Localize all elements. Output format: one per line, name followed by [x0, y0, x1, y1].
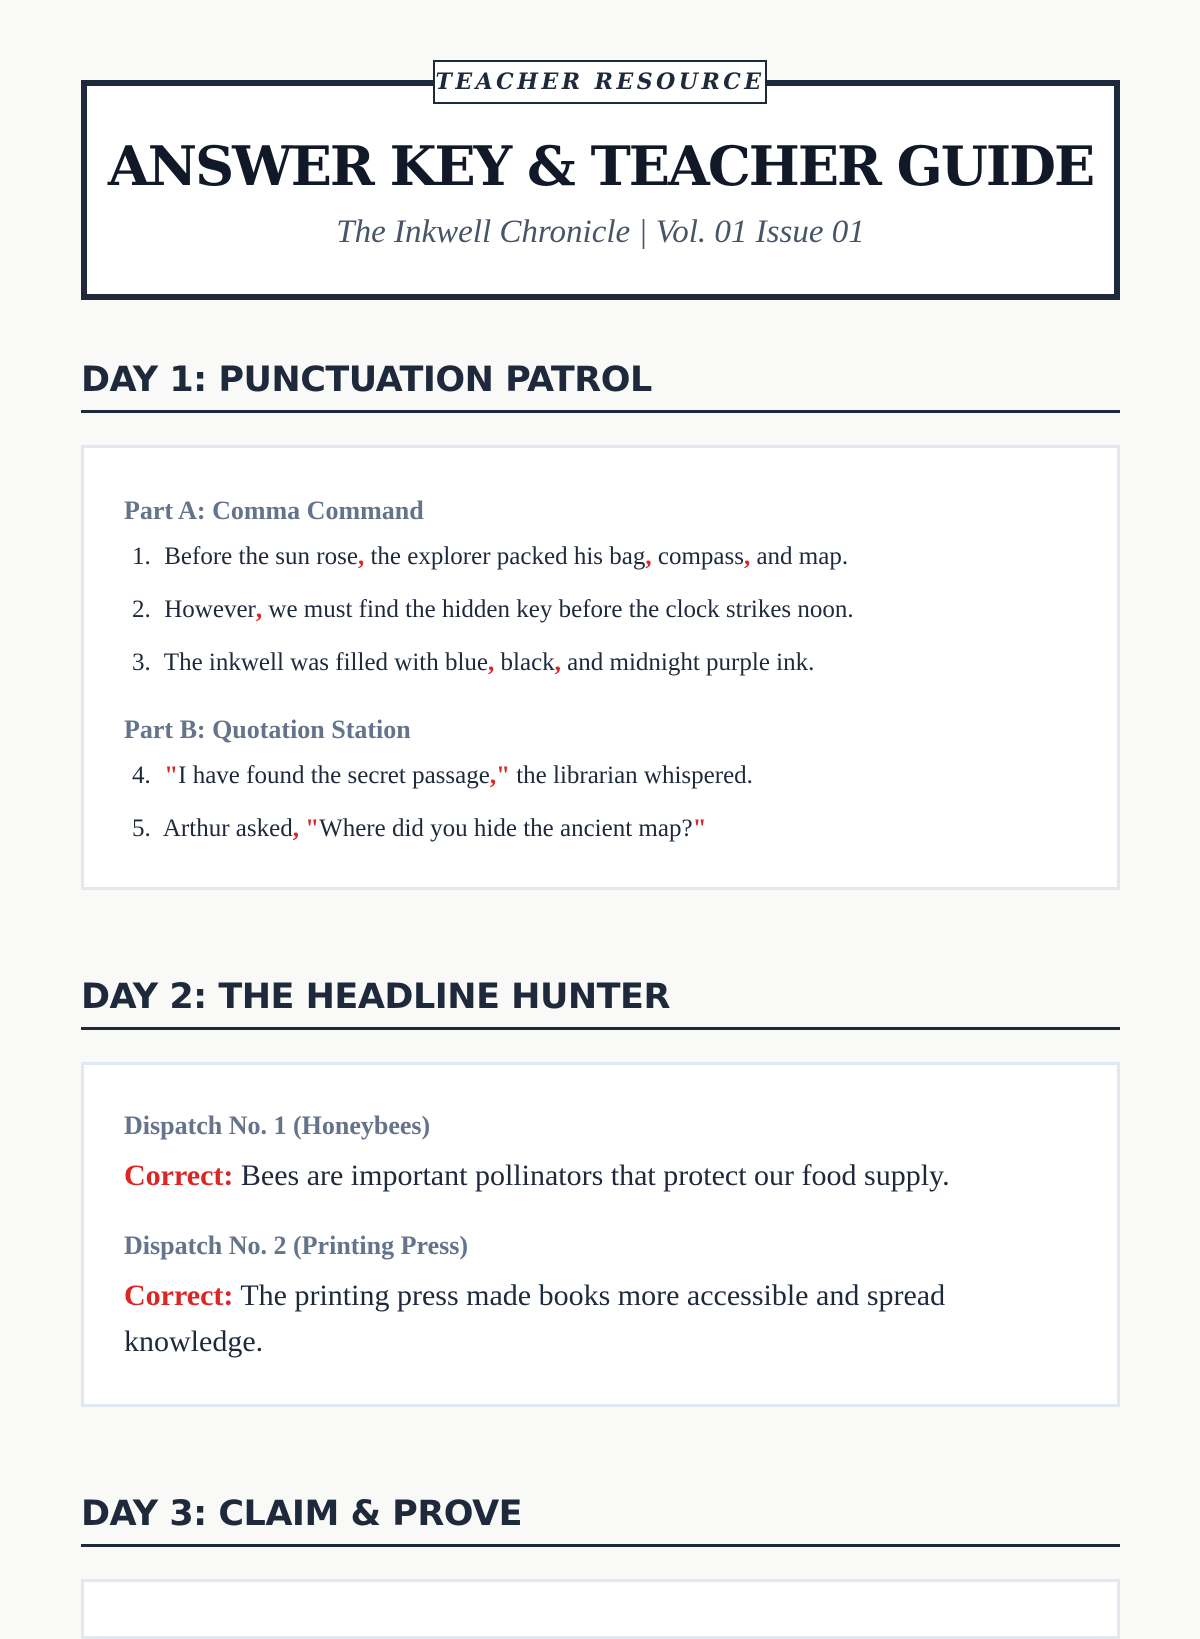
day1-card — [81, 445, 1120, 890]
item-number: 5. — [132, 815, 151, 842]
dispatch-answer-2 — [124, 1273, 1084, 1365]
punctuation-mark: , — [292, 815, 299, 842]
item-text: the explorer packed his bag — [364, 543, 646, 570]
day2-heading: DAY 2: THE HEADLINE HUNTER — [81, 973, 1120, 1030]
page-subtitle: The Inkwell Chronicle | Vol. 01 Issue 01 — [336, 214, 865, 250]
part-b-label: Part B: Quotation Station — [124, 715, 411, 744]
item-text: compass — [651, 543, 744, 570]
answer-item-1 — [132, 540, 848, 574]
dispatch-label-1: Dispatch No. 1 (Honeybees) — [124, 1111, 431, 1140]
item-number: 2. — [132, 596, 151, 623]
page-title: ANSWER KEY & TEACHER GUIDE — [107, 134, 1094, 198]
answer-item-2 — [132, 593, 854, 627]
item-text: Where did you hide the ancient map? — [319, 815, 693, 842]
answer-item-3 — [132, 646, 814, 680]
punctuation-mark: , — [488, 649, 495, 676]
dispatch-answer-1 — [124, 1153, 1084, 1199]
item-number: 1. — [132, 543, 151, 570]
day1-heading: DAY 1: PUNCTUATION PATROL — [81, 356, 1120, 413]
punctuation-mark: " — [158, 762, 179, 789]
item-text: and map. — [750, 543, 849, 570]
punctuation-mark: , — [645, 543, 652, 570]
teacher-resource-tag: TEACHER RESOURCE — [433, 60, 767, 104]
punctuation-mark: , — [743, 543, 751, 570]
punctuation-mark: , — [255, 596, 263, 623]
day2-card — [81, 1062, 1120, 1407]
answer-item-4 — [132, 759, 753, 793]
dispatch-label-2: Dispatch No. 2 (Printing Press) — [124, 1231, 469, 1260]
item-text: The inkwell was filled with blue — [158, 649, 489, 676]
item-text: However — [158, 596, 256, 623]
part-a-label: Part A: Comma Command — [124, 496, 424, 525]
item-text: the librarian whispered. — [509, 762, 753, 789]
day3-card — [81, 1579, 1120, 1639]
answer-item-5 — [132, 812, 706, 846]
answer-text: Bees are important pollinators that protect our food supply. — [233, 1159, 950, 1192]
item-text: we must find the hidden key before the clock strikes noon. — [262, 596, 854, 623]
punctuation-mark: ," — [489, 762, 510, 789]
day3-heading: DAY 3: CLAIM & PROVE — [81, 1490, 1120, 1547]
punctuation-mark: , — [554, 649, 561, 676]
punctuation-mark: " — [692, 815, 707, 842]
punctuation-mark: , — [357, 543, 365, 570]
item-text: I have found the secret passage — [178, 762, 490, 789]
correct-label: Correct: — [124, 1279, 234, 1312]
item-text: Before the sun rose — [158, 543, 358, 570]
title-box — [81, 80, 1120, 300]
item-text: and midnight purple ink. — [560, 649, 815, 676]
answer-text: The printing press made books more accessible and spread knowledge. — [124, 1279, 946, 1358]
correct-label: Correct: — [124, 1159, 234, 1192]
item-text: black — [494, 649, 555, 676]
item-number: 3. — [132, 649, 151, 676]
punctuation-mark: " — [298, 815, 320, 842]
item-number: 4. — [132, 762, 151, 789]
item-text: Arthur asked — [158, 815, 293, 842]
